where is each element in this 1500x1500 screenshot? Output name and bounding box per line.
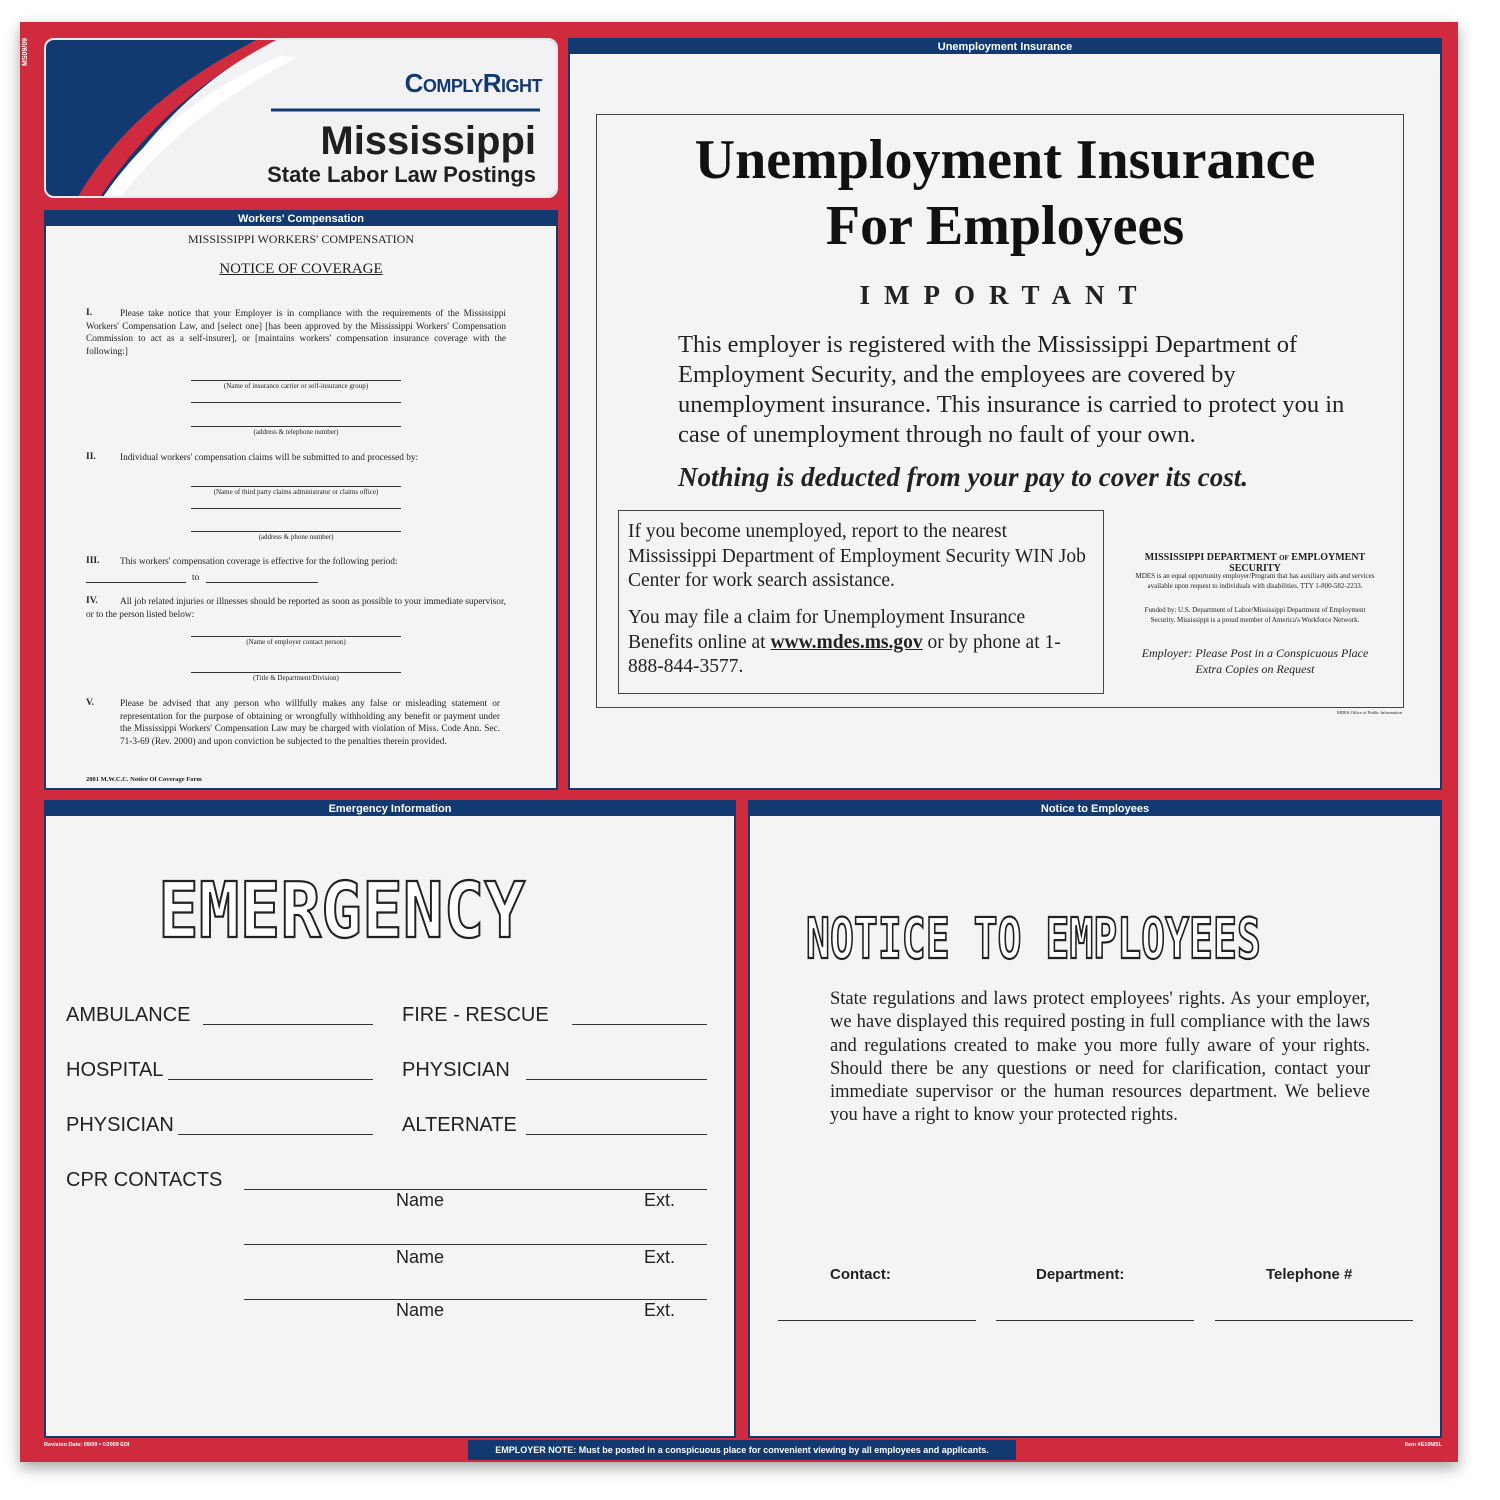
- notice-panel: [748, 800, 1442, 1438]
- contact-label: Contact:: [830, 1266, 891, 1283]
- agency-note-2: Funded by: U.S. Department of Labor/Mississippi Department of Employment Security. Mississippi is a proud member of America's Workforce Network.: [1144, 606, 1366, 624]
- post-note-1: Employer: Please Post in a Conspicuous Place: [1141, 646, 1369, 660]
- cpr-line-1[interactable]: [244, 1189, 707, 1190]
- alternate-line[interactable]: [526, 1134, 707, 1135]
- wc-section-2-number: II.: [86, 452, 96, 462]
- address-caption-1: (address & telephone number): [253, 428, 339, 436]
- wc-section-5-text: Please be advised that any person who willfully makes any false or misleading statement or representation for the purpose of obtaining or wrongfully withholding any benefit or payment under the Mississippi Workers' Compensation Law may be charged with violation of Miss. Code Ann. Sec. 71-3-69 (Rev. 2000) and upon conviction be subjected to the penalties therein provided.: [120, 699, 500, 747]
- emergency-title: EMERGENCY: [158, 867, 526, 956]
- emergency-panel: [44, 800, 736, 1438]
- agency-note-1: MDES is an equal opportunity employer/Program that has auxiliary aids and services available upon request to individuals with disabilities. TTY 1-800-582-2233.: [1135, 572, 1375, 590]
- side-code: MS09/09: [22, 37, 29, 66]
- labor-law-poster: [20, 22, 1458, 1462]
- title-line: [191, 672, 401, 673]
- brand-logo: ComplyRight: [404, 68, 542, 98]
- physician-label-right: PHYSICIAN: [402, 1059, 510, 1081]
- notice-body: State regulations and laws protect employees' rights. As your employer, we have displayed this required posting in full compliance with the laws and regulations created to make you more fully aware of your rights. Should there be any questions or need for clarification, contact your immediate supervisor or the human resources department. We believe you have a right to know your protected rights.: [830, 989, 1370, 1126]
- period-end-line: [206, 582, 318, 583]
- hospital-label: HOSPITAL: [66, 1059, 164, 1081]
- address-line-1: [191, 426, 401, 427]
- wc-section-1-number: I.: [86, 308, 93, 318]
- mdes-website-link[interactable]: www.mdes.ms.gov: [770, 631, 923, 653]
- cpr-name-1: Name: [396, 1190, 445, 1210]
- wc-section-4-text: All job related injuries or illnesses should be reported as soon as possible to your immediate supervisor, or to the person listed below:: [86, 597, 506, 620]
- carrier-line: [191, 380, 401, 381]
- telephone-label: Telephone #: [1266, 1266, 1353, 1283]
- item-number: Item #E10MSL: [1404, 1442, 1442, 1448]
- physician-label-left: PHYSICIAN: [66, 1114, 174, 1136]
- fire-rescue-line[interactable]: [572, 1024, 707, 1025]
- ui-box-p2-a: You may file a claim for Unemployment Insurance Benefits online at: [628, 607, 1026, 653]
- wc-subheading: NOTICE OF COVERAGE: [219, 261, 383, 277]
- department-label: Department:: [1036, 1266, 1125, 1283]
- workers-comp-panel: [44, 210, 558, 790]
- ui-emphasis: Nothing is deducted from your pay to cover its cost.: [678, 462, 1248, 492]
- unemployment-panel: [568, 38, 1442, 790]
- revision-date: Revision Date: 09/09 • ©2009 EDI: [44, 1442, 130, 1448]
- cpr-ext-1: Ext.: [644, 1190, 676, 1210]
- header-logo: [44, 38, 558, 198]
- cpr-ext-3: Ext.: [644, 1300, 676, 1320]
- tpa-line: [191, 486, 401, 487]
- title-caption: (Title & Department/Division): [253, 674, 339, 682]
- header-title: Mississippi: [320, 119, 536, 163]
- ui-box-p2-b: or by phone at 1-888-844-3577.: [628, 631, 1061, 677]
- wc-section-3-number: III.: [86, 556, 100, 566]
- cpr-name-3: Name: [396, 1300, 445, 1320]
- ui-title-line-1: Unemployment Insurance: [694, 129, 1316, 191]
- cpr-line-3[interactable]: [244, 1299, 707, 1300]
- period-start-line: [86, 582, 186, 583]
- telephone-line[interactable]: [1215, 1320, 1413, 1321]
- carrier-line-2: [191, 402, 401, 403]
- physician-line-left[interactable]: [178, 1134, 373, 1135]
- wc-section-5-number: V.: [86, 698, 95, 708]
- post-note-2: Extra Copies on Request: [1195, 662, 1315, 676]
- hospital-line[interactable]: [168, 1079, 373, 1080]
- employer-note: EMPLOYER NOTE: Must be posted in a conspicuous place for convenient viewing by all employees and applicants.: [468, 1440, 1016, 1460]
- wc-footer: 2001 M.W.C.C. Notice Of Coverage Form: [86, 776, 202, 783]
- office-note: MDES Office of Public Information: [1336, 710, 1402, 715]
- tpa-caption: (Name of third party claims administrator or claims office): [213, 488, 379, 496]
- header-subtitle: State Labor Law Postings: [267, 162, 536, 187]
- contact-person-caption: (Name of employer contact person): [246, 638, 346, 646]
- contact-line[interactable]: [778, 1320, 976, 1321]
- wc-heading: MISSISSIPPI WORKERS' COMPENSATION: [188, 232, 414, 246]
- period-to: to: [192, 573, 200, 583]
- ui-box-p1: If you become unemployed, report to the nearest Mississippi Department of Employment Security WIN Job Center for work search assistance.: [628, 521, 1086, 591]
- ui-title-line-2: For Employees: [825, 195, 1185, 257]
- wc-section-4-number: IV.: [86, 596, 98, 606]
- ui-body: This employer is registered with the Mississippi Department of Employment Security, and the employees are covered by unemployment insurance. This insurance is carried to protect you in case of unemployment through no fault of your own.: [678, 331, 1345, 448]
- ui-important: IMPORTANT: [859, 280, 1151, 310]
- physician-line-right[interactable]: [526, 1079, 707, 1080]
- wc-section-3-text: This workers' compensation coverage is effective for the following period:: [120, 557, 398, 567]
- wc-section-1-text: Please take notice that your Employer is in compliance with the requirements of the Mississippi Workers' Compensation Law, and [select one] [has been approved by the Mississippi Workers' Compensation Commission to act as a self-insurer], or [maintains workers' compensation insurance coverage with the following:]: [86, 309, 506, 357]
- cpr-line-2[interactable]: [244, 1244, 707, 1245]
- carrier-caption: (Name of insurance carrier or self-insurance group): [223, 382, 369, 390]
- wc-section-2-text: Individual workers' compensation claims will be submitted to and processed by:: [120, 453, 419, 463]
- notice-title: NOTICE TO EMPLOYEES: [806, 907, 1261, 972]
- unemployment-band: Unemployment Insurance: [570, 40, 1440, 54]
- notice-band: Notice to Employees: [750, 802, 1440, 816]
- alternate-label: ALTERNATE: [402, 1114, 517, 1136]
- department-line[interactable]: [996, 1320, 1194, 1321]
- tpa-line-2: [191, 508, 401, 509]
- ambulance-label: AMBULANCE: [66, 1004, 191, 1026]
- cpr-contacts-label: CPR CONTACTS: [66, 1169, 223, 1191]
- address-caption-2: (address & phone number): [258, 533, 334, 541]
- address-line-2: [191, 531, 401, 532]
- cpr-ext-2: Ext.: [644, 1247, 676, 1267]
- emergency-band: Emergency Information: [46, 802, 734, 816]
- ui-box-p2: [628, 606, 1093, 680]
- fire-rescue-label: FIRE - RESCUE: [402, 1004, 549, 1026]
- agency-name: MISSISSIPPI DEPARTMENT of EMPLOYMENT SECURITY: [1144, 552, 1366, 574]
- cpr-name-2: Name: [396, 1247, 445, 1267]
- contact-person-line: [191, 636, 401, 637]
- workers-comp-band: Workers' Compensation: [46, 212, 556, 226]
- ambulance-line[interactable]: [203, 1024, 373, 1025]
